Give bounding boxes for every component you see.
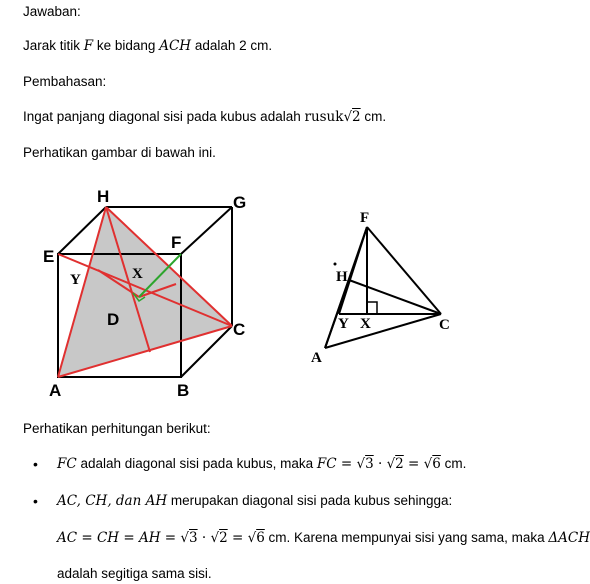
b1-r2: 2 xyxy=(395,456,404,472)
bullet-1-marker: • xyxy=(33,456,38,472)
b2-c1: , xyxy=(76,493,86,509)
b1-text: adalah diagonal sisi pada kubus, maka xyxy=(76,456,317,471)
b1-lhs: FC xyxy=(316,456,337,472)
note-line xyxy=(23,109,386,125)
eq-expr: AC = CH = AH = xyxy=(57,530,181,546)
answer-pre: Jarak titik xyxy=(23,38,84,53)
bullet-2 xyxy=(57,493,452,509)
b1-r3: 6 xyxy=(432,456,441,472)
bullet-1 xyxy=(57,456,466,472)
tetra-label-a: A xyxy=(311,350,322,366)
cube-label-c: C xyxy=(233,320,246,339)
bullet-2-marker: • xyxy=(33,493,38,509)
b2-s1: AC xyxy=(57,493,77,509)
eq-r3: 6 xyxy=(256,530,265,546)
tetra-label-h: H xyxy=(336,269,348,285)
b2-s3: AH xyxy=(145,493,168,509)
tetra-right-angle xyxy=(367,302,377,314)
answer-post: adalah 2 cm. xyxy=(191,38,273,53)
b1-r1: 3 xyxy=(365,456,374,472)
look-line: Perhatikan gambar di bawah ini. xyxy=(23,145,216,160)
b2-s2: CH xyxy=(85,493,108,509)
cube-label-d: D xyxy=(107,310,120,329)
eq-sqrt3: √ xyxy=(247,530,257,546)
answer-line xyxy=(23,38,272,54)
eq-dot: · xyxy=(197,530,211,546)
tetra-label-x: X xyxy=(360,316,371,332)
cube-label-e: E xyxy=(43,247,55,266)
note-word: rusuk xyxy=(304,109,344,125)
cube-label-h: H xyxy=(97,187,110,206)
tetra-dot xyxy=(334,263,337,266)
b2-text: merupakan diagonal sisi pada kubus sehingga: xyxy=(167,493,453,508)
b1-unit: cm. xyxy=(440,456,467,471)
tetra-label-y: Y xyxy=(338,316,349,332)
b1-dot: · xyxy=(373,456,387,472)
note-post: cm. xyxy=(360,109,387,124)
b1-eq: = xyxy=(336,456,357,472)
b1-sqrt3: √ xyxy=(423,456,433,472)
b1-seg: FC xyxy=(57,456,77,472)
discussion-label: Pembahasan: xyxy=(23,74,107,89)
cube-label-x: X xyxy=(132,266,143,282)
note-root: 2 xyxy=(352,109,361,125)
b2-c2: , dan xyxy=(107,493,146,509)
sqrt-symbol: √ xyxy=(343,109,353,125)
eq-sqrt1: √ xyxy=(180,530,189,546)
answer-plane: ACH xyxy=(159,38,192,54)
cube-label-a: A xyxy=(49,381,62,400)
cube-label-f: F xyxy=(171,233,182,252)
tetra-label-f: F xyxy=(360,210,370,226)
eq-eq: = xyxy=(227,530,248,546)
eq-r1: 3 xyxy=(189,530,198,546)
answer-point: F xyxy=(83,38,94,54)
eq-unit: cm. Karena mempunyai sisi yang sama, maka xyxy=(264,530,549,545)
eq-tri: ΔACH xyxy=(548,530,590,546)
b1-eq2: = xyxy=(403,456,424,472)
equation-line xyxy=(57,530,590,546)
eq-sqrt2: √ xyxy=(210,530,220,546)
cube-figure xyxy=(0,180,280,405)
tetra-figure xyxy=(300,205,470,370)
calc-intro: Perhatikan perhitungan berikut: xyxy=(23,421,211,436)
b1-sqrt2: √ xyxy=(386,456,396,472)
heading: Jawaban: xyxy=(23,4,81,19)
note-pre: Ingat panjang diagonal sisi pada kubus adalah xyxy=(23,109,305,124)
answer-mid: ke bidang xyxy=(93,38,160,53)
cube-label-b: B xyxy=(177,381,190,400)
cube-label-g: G xyxy=(233,193,247,212)
final-line: adalah segitiga sama sisi. xyxy=(57,566,212,581)
eq-r2: 2 xyxy=(219,530,228,546)
cube-label-y: Y xyxy=(70,272,81,288)
b1-sqrt1: √ xyxy=(356,456,366,472)
tetra-label-c: C xyxy=(439,317,450,333)
